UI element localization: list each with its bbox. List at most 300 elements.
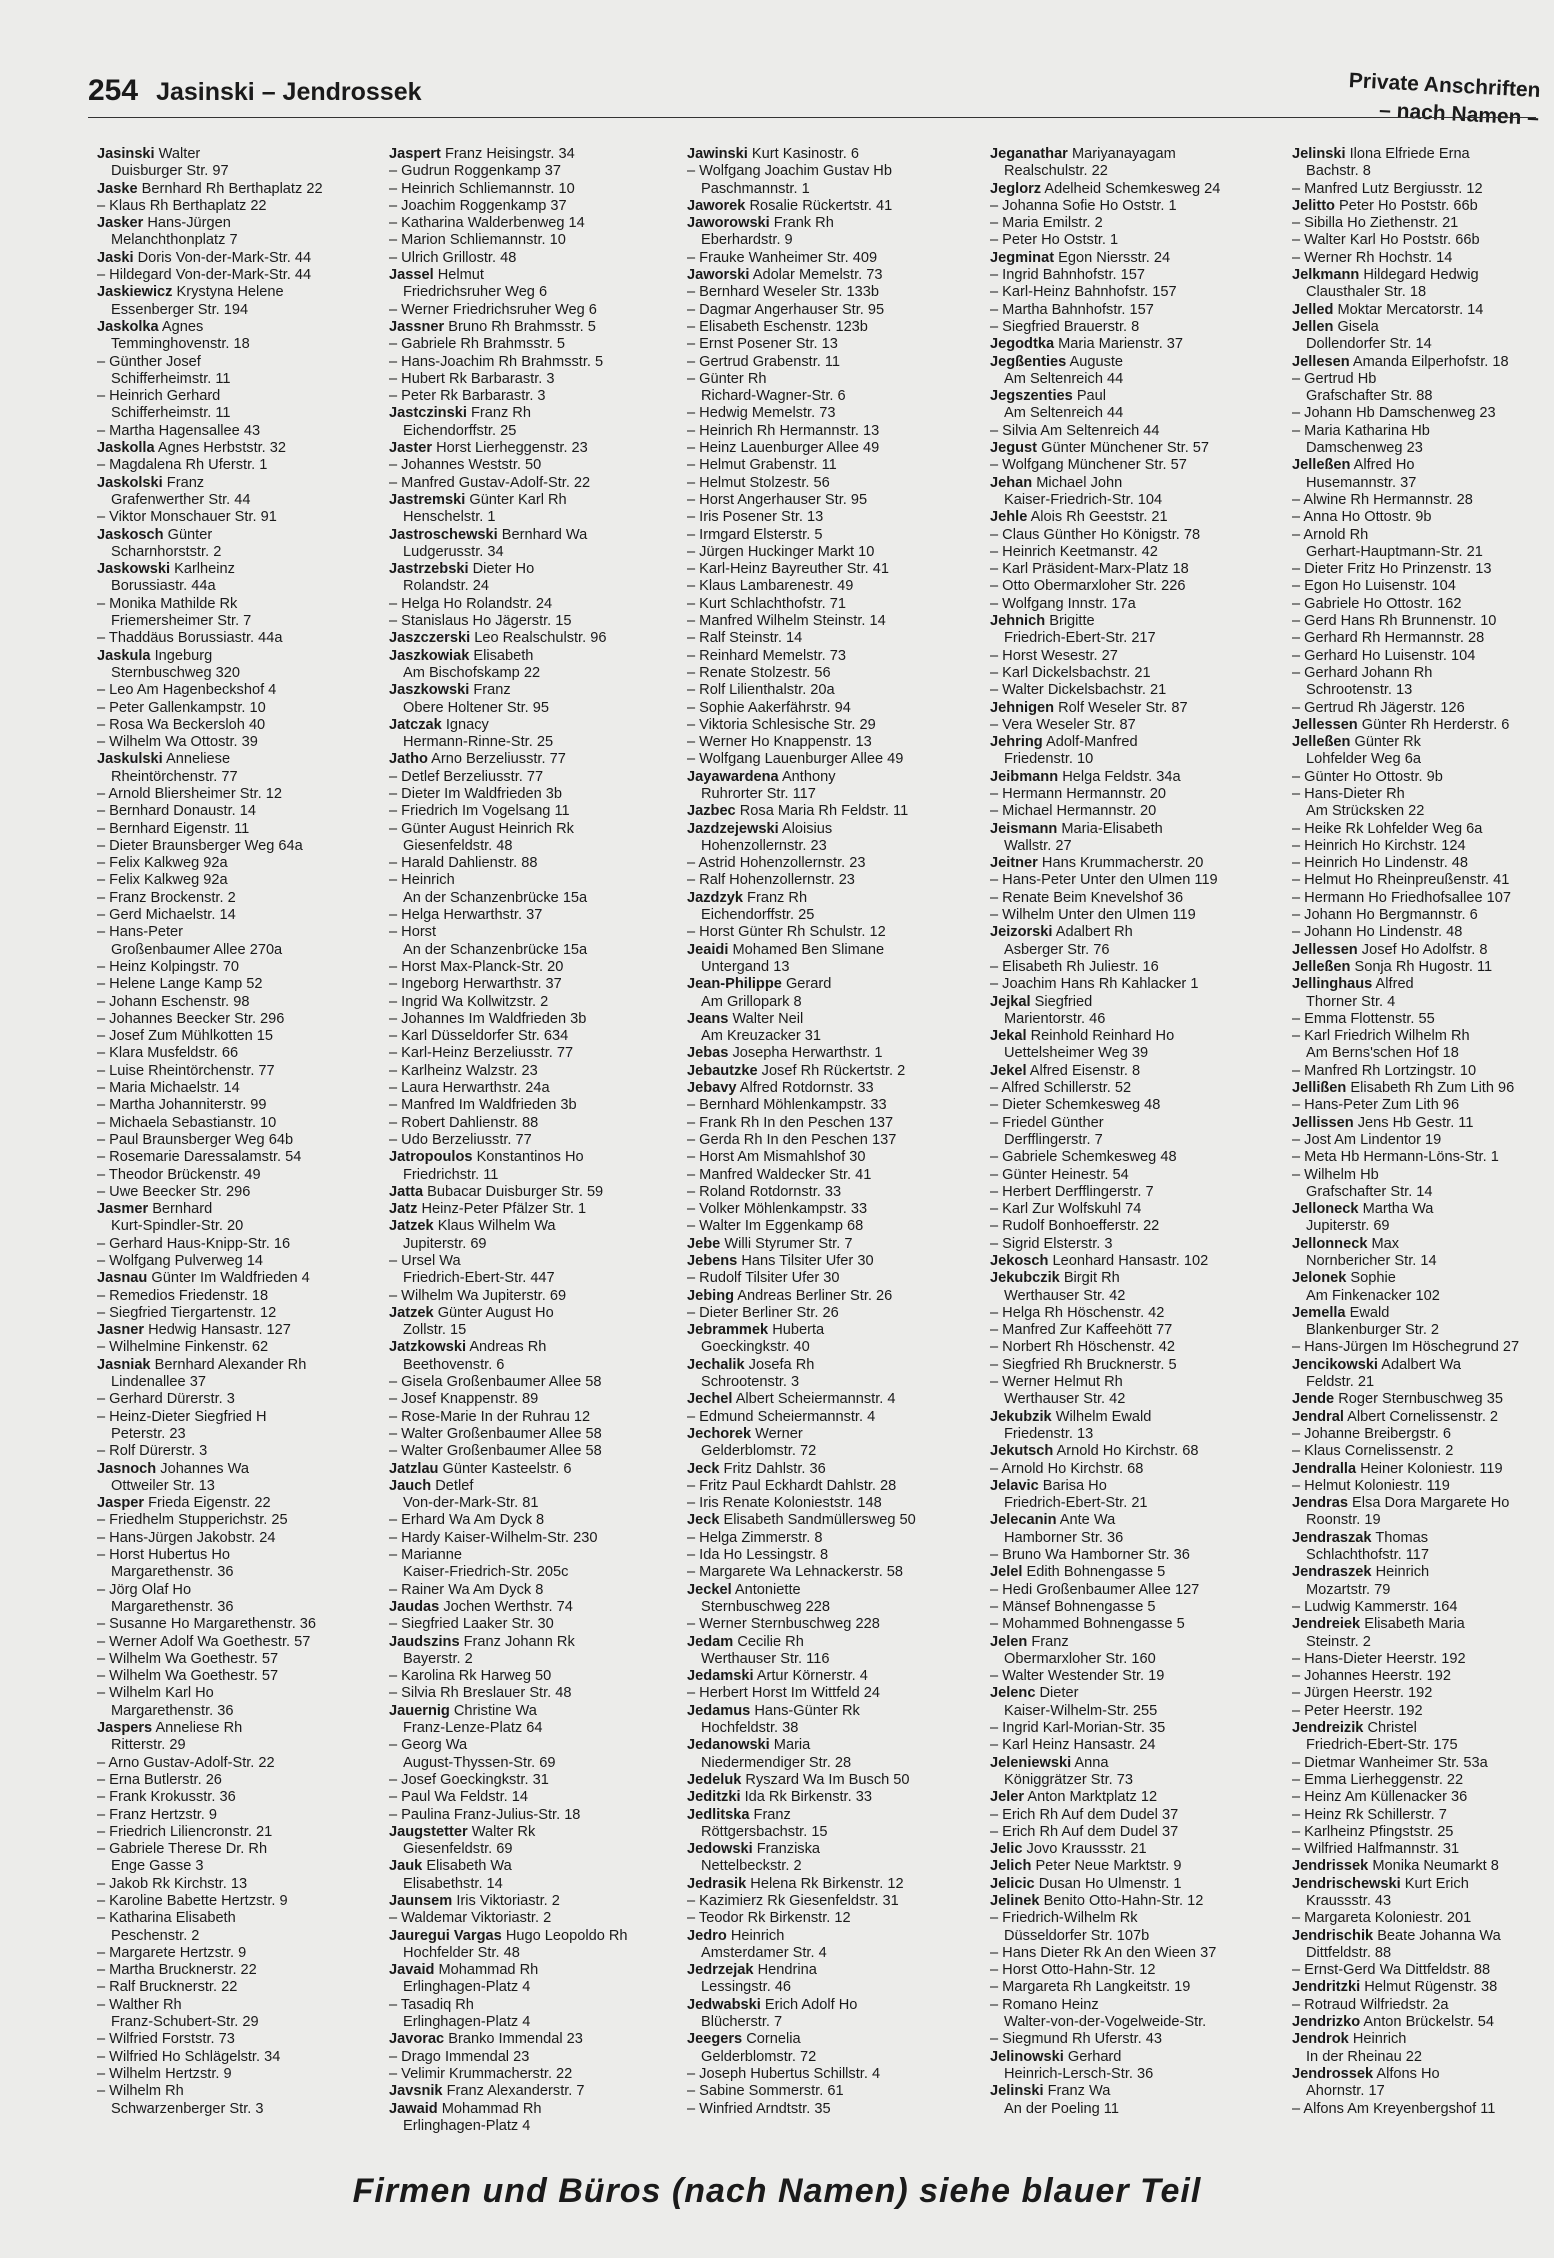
directory-entry [1292, 578, 1552, 595]
directory-entry [990, 717, 1272, 734]
directory-entry [1292, 1011, 1552, 1028]
entry-details: – Gerd Hans Rh Brunnenstr. 10 [1292, 613, 1497, 630]
entry-surname: Jendrizko [1292, 2014, 1361, 2031]
directory-entry [687, 509, 969, 526]
directory-entry [97, 388, 379, 423]
entry-surname: Jendraszak [1292, 1529, 1372, 1546]
entry-address: Erlinghagen-Platz 4 [403, 2117, 531, 2134]
entry-surname: Jendreizik [1292, 1720, 1364, 1737]
entry-details: Ingeburg [154, 647, 213, 664]
entry-details: – Karlheinz Pfingststr. 25 [1292, 1823, 1454, 1840]
entry-details: – Mohammed Bohnengasse 5 [990, 1616, 1185, 1633]
entry-address: Untergand 13 [701, 958, 790, 975]
entry-surname: Jendrok [1292, 2031, 1349, 2048]
entry-details: Elisabeth Rh Zum Lith 96 [1350, 1080, 1515, 1097]
entry-details: – Alwine Rh Hermannstr. 28 [1292, 491, 1473, 508]
entry-details: – Iris Renate Kolonieststr. 148 [687, 1495, 882, 1512]
entry-surname: Jassel [389, 267, 434, 284]
entry-address: Blücherstr. 7 [701, 2014, 783, 2031]
entry-details: Günter Münchener Str. 57 [1041, 440, 1210, 457]
entry-details: Elisabeth Sandmüllersweg 50 [723, 1512, 916, 1529]
directory-entry [97, 1876, 379, 1893]
entry-details: – Wilfried Forststr. 73 [97, 2031, 235, 2048]
entry-details: – Karl-Heinz Bayreuther Str. 41 [687, 561, 889, 578]
entry-details: – Karoline Babette Hertzstr. 9 [97, 1892, 288, 1909]
entry-details: – Hermann Hermannstr. 20 [990, 785, 1167, 802]
directory-entry [97, 1979, 379, 1996]
directory-entry [97, 1443, 379, 1460]
entry-details: – Ingeborg Herwarthstr. 37 [389, 976, 562, 993]
directory-entry [990, 682, 1272, 699]
directory-entry [990, 959, 1272, 976]
entry-details: – Dieter Berliner Str. 26 [687, 1304, 839, 1321]
entry-surname: Jelleßen [1292, 958, 1351, 975]
directory-entry [97, 890, 379, 907]
entry-surname: Jatta [389, 1183, 424, 1200]
directory-entry [1292, 734, 1552, 769]
entry-surname: Jechalik [687, 1356, 745, 1373]
entry-details: – Helmut Koloniestr. 119 [1292, 1477, 1450, 1494]
entry-details: Mohammad Rh [438, 1962, 539, 1979]
entry-details: – Helmut Stolzestr. 56 [687, 474, 830, 491]
directory-entry [990, 1218, 1272, 1235]
entry-address: Nornbericher Str. 14 [1306, 1253, 1437, 1269]
directory-entry [687, 803, 969, 820]
entry-details: – Erich Rh Auf dem Dudel 37 [990, 1806, 1179, 1823]
entry-details: – Joachim Hans Rh Kahlacker 1 [990, 976, 1199, 993]
directory-entry [990, 1668, 1272, 1685]
entry-details: – Heinz-Dieter Siegfried H [97, 1408, 267, 1425]
directory-entry [1292, 2101, 1552, 2118]
entry-details: – Mänsef Bohnengasse 5 [990, 1598, 1156, 1615]
entry-details: – Rudolf Bonhoefferstr. 22 [990, 1218, 1160, 1235]
entry-details: – Jakob Rk Kirchstr. 13 [97, 1875, 248, 1892]
directory-entry [1292, 1426, 1552, 1443]
directory-entry [1292, 2031, 1552, 2066]
entry-surname: Jaster [389, 440, 433, 457]
entry-details: – Gerhard Johann Rh [1292, 664, 1433, 681]
directory-entry [389, 1201, 671, 1218]
entry-details: – Arno Gustav-Adolf-Str. 22 [97, 1754, 275, 1771]
entry-details: Thomas [1375, 1529, 1429, 1546]
directory-entry [687, 1288, 969, 1305]
directory-entry [389, 388, 671, 405]
entry-address: Realschulstr. 22 [1004, 163, 1108, 180]
directory-entry [97, 1097, 379, 1114]
entry-details: – Magdalena Rh Uferstr. 1 [97, 457, 268, 474]
directory-entry [389, 648, 671, 683]
entry-details: – Hedi Großenbaumer Allee 127 [990, 1581, 1200, 1598]
entry-details: – Heinrich Schliemannstr. 10 [389, 180, 575, 197]
directory-entry [687, 284, 969, 301]
entry-details: Anneliese [165, 751, 231, 768]
directory-entry [687, 1495, 969, 1512]
entry-details: Max [1371, 1235, 1400, 1252]
directory-entry [1292, 1530, 1552, 1565]
entry-details: Krystyna Helene [176, 284, 284, 301]
entry-address: Grafschafter Str. 14 [1306, 1183, 1433, 1200]
directory-entry [1292, 1824, 1552, 1841]
entry-address: Borussiastr. 44a [111, 578, 216, 595]
entry-surname: Jeismann [990, 820, 1058, 837]
entry-details: – Gudrun Roggenkamp 37 [389, 163, 561, 180]
entry-address: Giesenfeldstr. 48 [403, 837, 513, 854]
entry-details: – Günter August Heinrich Rk [389, 820, 574, 837]
entry-surname: Jeck [687, 1512, 720, 1529]
entry-details: – Walter Großenbaumer Allee 58 [389, 1443, 602, 1460]
listing-column-1 [97, 146, 379, 2118]
directory-entry [389, 1339, 671, 1374]
entry-details: – Ingrid Wa Kollwitzstr. 2 [389, 993, 549, 1010]
directory-entry [1292, 1339, 1552, 1356]
entry-details: Franz [166, 474, 205, 491]
directory-entry [687, 717, 969, 734]
entry-surname: Jedro [687, 1927, 727, 1944]
directory-entry [389, 146, 671, 163]
entry-surname: Jatzek [389, 1218, 434, 1235]
directory-entry [1292, 2066, 1552, 2101]
entry-surname: Jelleßen [1292, 734, 1351, 751]
directory-entry [687, 544, 969, 561]
entry-details: Monika Neumarkt 8 [1372, 1858, 1499, 1875]
entry-address: Blankenburger Str. 2 [1306, 1322, 1440, 1339]
entry-address: Werthauser Str. 116 [701, 1650, 830, 1667]
entry-details: Günter Im Waldfrieden 4 [151, 1270, 310, 1287]
entry-surname: Jelic [990, 1841, 1023, 1858]
entry-details: Karlheinz [174, 561, 235, 578]
entry-details: – Jörg Olaf Ho [97, 1581, 192, 1598]
entry-details: – Manfred Waldecker Str. 41 [687, 1166, 872, 1183]
entry-details: – Felix Kalkweg 92a [97, 855, 228, 872]
entry-details: Hildegard Hedwig [1363, 267, 1479, 284]
entry-details: Elisabeth Wa [426, 1858, 512, 1875]
entry-surname: Jaszkowiak [389, 647, 470, 664]
entry-surname: Jehan [990, 474, 1033, 491]
entry-details: – Ida Ho Lessingstr. 8 [687, 1547, 829, 1564]
entry-details: Heinrich [1352, 2031, 1407, 2048]
directory-entry [389, 1426, 671, 1443]
directory-entry [990, 1028, 1272, 1063]
directory-entry [687, 821, 969, 856]
entry-details: Bernhard Rh Berthaplatz 22 [141, 180, 323, 197]
entry-details: – Horst Angerhauser Str. 95 [687, 491, 868, 508]
entry-surname: Jatzek [389, 1304, 434, 1321]
entry-details: – Friedrich-Wilhelm Rk [990, 1910, 1138, 1927]
entry-surname: Jedrzejak [687, 1962, 754, 1979]
entry-details: – Hildegard Von-der-Mark-Str. 44 [97, 267, 312, 284]
entry-details: – Bernhard Weseler Str. 133b [687, 284, 879, 301]
entry-details: Jochen Werthstr. 74 [443, 1598, 573, 1615]
entry-details: Martha Wa [1362, 1201, 1434, 1218]
directory-entry [990, 1807, 1272, 1824]
entry-details: Josef Rh Rückertstr. 2 [761, 1062, 906, 1079]
directory-entry [990, 198, 1272, 215]
directory-entry [389, 717, 671, 752]
entry-details: – Ulrich Grillostr. 48 [389, 249, 517, 266]
directory-entry [687, 423, 969, 440]
entry-details: – Remedios Friedenstr. 18 [97, 1287, 269, 1304]
directory-entry [389, 630, 671, 647]
entry-details: – Ingrid Bahnhofstr. 157 [990, 267, 1145, 284]
directory-entry [687, 457, 969, 474]
entry-details: – Johannes Im Waldfrieden 3b [389, 1010, 587, 1027]
directory-entry [990, 146, 1272, 181]
entry-surname: Jelinski [990, 2083, 1044, 2100]
entry-details: Siegfried [1034, 993, 1093, 1010]
directory-entry [389, 371, 671, 388]
entry-address: Giesenfeldstr. 69 [403, 1841, 513, 1858]
entry-details: – Siegfried Brauerstr. 8 [990, 318, 1140, 335]
entry-address: Margarethenstr. 36 [111, 1598, 234, 1615]
directory-entry [97, 1841, 379, 1876]
directory-entry [1292, 855, 1552, 872]
entry-surname: Jedam [687, 1633, 734, 1650]
entry-surname: Jasnoch [97, 1460, 157, 1477]
directory-entry [97, 509, 379, 526]
directory-entry [687, 976, 969, 1011]
directory-entry [97, 1807, 379, 1824]
entry-details: – Josef Knappenstr. 89 [389, 1391, 539, 1408]
entry-details: Aloisius [781, 820, 833, 837]
directory-entry [990, 1461, 1272, 1478]
directory-entry [97, 648, 379, 683]
entry-details: – Gertrud Rh Jägerstr. 126 [1292, 699, 1465, 716]
directory-entry [389, 1703, 671, 1738]
entry-details: – Susanne Ho Margarethenstr. 36 [97, 1616, 317, 1633]
directory-entry [687, 302, 969, 319]
directory-entry [990, 1097, 1272, 1114]
directory-entry [1292, 1979, 1552, 1996]
directory-entry [1292, 1357, 1552, 1392]
directory-entry [97, 838, 379, 855]
directory-entry [1292, 717, 1552, 734]
directory-entry [97, 2066, 379, 2083]
entry-address: Duisburger Str. 97 [111, 163, 229, 180]
directory-entry [687, 1218, 969, 1235]
directory-entry [1292, 1063, 1552, 1080]
entry-details: – Margareta Koloniestr. 201 [1292, 1910, 1472, 1927]
directory-entry [687, 1201, 969, 1218]
directory-entry [389, 2031, 671, 2048]
directory-entry [687, 1409, 969, 1426]
entry-details: Hugo Leopoldo Rh [505, 1927, 628, 1944]
directory-entry [97, 181, 379, 198]
directory-entry [990, 1876, 1272, 1893]
entry-details: Bruno Rh Brahmsstr. 5 [448, 318, 596, 335]
directory-entry [97, 1270, 379, 1287]
entry-details: – Heinz Am Küllenacker 36 [1292, 1789, 1468, 1806]
directory-entry [389, 336, 671, 353]
entry-surname: Jelinowski [990, 2048, 1064, 2065]
directory-entry [389, 302, 671, 319]
directory-entry [990, 423, 1272, 440]
entry-surname: Jende [1292, 1391, 1335, 1408]
directory-entry [1292, 354, 1552, 371]
entry-address: Scharnhorststr. 2 [111, 543, 222, 560]
entry-details: – Manfred Wilhelm Steinstr. 14 [687, 613, 886, 630]
directory-entry [1292, 1564, 1552, 1599]
directory-entry [687, 1322, 969, 1357]
directory-entry [687, 1668, 969, 1685]
directory-entry [990, 1858, 1272, 1875]
directory-entry [1292, 942, 1552, 959]
directory-entry [97, 2031, 379, 2048]
entry-details: – Siegfried Laaker Str. 30 [389, 1616, 554, 1633]
entry-details: Günter Kasteelstr. 6 [442, 1460, 572, 1477]
entry-address: Ahornstr. 17 [1306, 2083, 1385, 2100]
entry-details: – Michaela Sebastianstr. 10 [97, 1114, 277, 1131]
entry-details: – Gerhard Dürerstr. 3 [97, 1391, 235, 1408]
entry-details: Detlef [435, 1477, 474, 1494]
directory-entry [97, 630, 379, 647]
entry-address: Ottweiler Str. 13 [111, 1477, 215, 1494]
entry-surname: Jellissen [1292, 1114, 1354, 1131]
entry-surname: Jebens [687, 1253, 738, 1269]
directory-entry [990, 267, 1272, 284]
directory-entry [687, 1530, 969, 1547]
directory-entry [97, 250, 379, 267]
directory-entry [687, 492, 969, 509]
directory-entry [389, 1910, 671, 1927]
entry-details: Maria [773, 1737, 811, 1754]
directory-entry [687, 2031, 969, 2066]
directory-entry [1292, 1720, 1552, 1755]
directory-entry [990, 1945, 1272, 1962]
entry-details: – Günther Josef [97, 353, 201, 370]
entry-details: – Werner Adolf Wa Goethestr. 57 [97, 1633, 311, 1650]
directory-entry [1292, 371, 1552, 406]
entry-details: – Anna Ho Ottostr. 9b [1292, 509, 1432, 526]
entry-details: – Johannes Beecker Str. 296 [97, 1010, 285, 1027]
entry-details: – Siegfried Tiergartenstr. 12 [97, 1304, 277, 1321]
entry-details: Bernhard Wa [501, 526, 588, 543]
entry-address: Gerhart-Hauptmann-Str. 21 [1306, 543, 1483, 560]
entry-address: Kurt-Spindler-Str. 20 [111, 1218, 244, 1235]
directory-entry [687, 1478, 969, 1495]
directory-entry [990, 181, 1272, 198]
entry-details: – Wilhelm Karl Ho [97, 1685, 214, 1702]
entry-details: Maria-Elisabeth [1061, 820, 1163, 837]
directory-entry [97, 1824, 379, 1841]
directory-entry [389, 492, 671, 527]
entry-details: – Herbert Horst Im Wittfeld 24 [687, 1685, 881, 1702]
directory-entry [389, 1391, 671, 1408]
entry-details: – Laura Herwarthstr. 24a [389, 1080, 550, 1097]
directory-entry [389, 319, 671, 336]
entry-details: – Manfred Lutz Bergiusstr. 12 [1292, 180, 1483, 197]
directory-entry [990, 1720, 1272, 1737]
entry-details: – Hans Dieter Rk An den Wieen 37 [990, 1944, 1217, 1961]
entry-address: Marientorstr. 46 [1004, 1010, 1106, 1027]
entry-details: – Romano Heinz [990, 1996, 1099, 2013]
entry-details: Hendrina [757, 1962, 817, 1979]
directory-entry [97, 1461, 379, 1496]
entry-surname: Jasmer [97, 1201, 149, 1218]
entry-details: – Iris Posener Str. 13 [687, 509, 824, 526]
entry-details: Ante Wa [1059, 1512, 1116, 1529]
directory-entry [389, 1253, 671, 1288]
entry-surname: Jelich [990, 1858, 1032, 1875]
directory-entry [1292, 1132, 1552, 1149]
directory-entry [687, 1149, 969, 1166]
entry-details: – Wolfgang Lauenburger Allee 49 [687, 751, 904, 768]
directory-entry [97, 1720, 379, 1755]
entry-details: Ida Rk Birkenstr. 33 [744, 1789, 872, 1806]
entry-address: Paschmannstr. 1 [701, 180, 810, 197]
entry-details: – Manfred Im Waldfrieden 3b [389, 1097, 577, 1114]
entry-surname: Jebe [687, 1235, 721, 1252]
entry-surname: Jencikowski [1292, 1356, 1378, 1373]
entry-address: Niedermendiger Str. 28 [701, 1754, 852, 1771]
entry-address: Am Finkenacker 102 [1306, 1287, 1440, 1304]
entry-details: – Maria Emilstr. 2 [990, 215, 1103, 232]
entry-surname: Jeler [990, 1789, 1025, 1806]
directory-entry [990, 596, 1272, 613]
entry-details: – Marion Schliemannstr. 10 [389, 232, 566, 249]
entry-details: Christel [1367, 1720, 1417, 1737]
directory-entry [97, 1582, 379, 1617]
directory-entry [990, 872, 1272, 889]
entry-details: Alfred Rotdornstr. 33 [739, 1080, 874, 1097]
entry-details: – Kurt Schlachthofstr. 71 [687, 595, 846, 612]
directory-entry [990, 1184, 1272, 1201]
entry-details: Elisabeth Maria [1364, 1616, 1465, 1633]
entry-address: Franz-Lenze-Platz 64 [403, 1720, 543, 1737]
directory-entry [97, 284, 379, 319]
directory-entry [1292, 181, 1552, 198]
directory-entry [1292, 1409, 1552, 1426]
header-rule [88, 117, 1536, 118]
entry-surname: Jendrossek [1292, 2065, 1374, 2082]
directory-entry [97, 682, 379, 699]
entry-surname: Jedeluk [687, 1771, 742, 1788]
directory-entry [1292, 215, 1552, 232]
entry-address: Bachstr. 8 [1306, 163, 1371, 180]
entry-address: Erlinghagen-Platz 4 [403, 2014, 531, 2031]
entry-details: – Frank Krokusstr. 36 [97, 1789, 236, 1806]
entry-address: Jupiterstr. 69 [1306, 1218, 1390, 1235]
entry-details: Anton Brückelstr. 54 [1363, 2014, 1494, 2031]
entry-address: Friedrich-Ebert-Str. 21 [1004, 1495, 1148, 1512]
directory-entry [1292, 1962, 1552, 1979]
directory-entry [1292, 924, 1552, 941]
entry-details: – Monika Mathilde Rk [97, 595, 238, 612]
entry-details: Franz Rh [747, 889, 808, 906]
directory-entry [687, 1045, 969, 1062]
directory-entry [389, 2066, 671, 2083]
entry-details: Agnes Herbststr. 32 [157, 440, 287, 457]
entry-details: Ryszard Wa Im Busch 50 [745, 1771, 910, 1788]
entry-surname: Jellessen [1292, 716, 1358, 733]
entry-details: – Karl Zur Wolfskuhl 74 [990, 1201, 1142, 1218]
directory-entry [1292, 1305, 1552, 1340]
entry-details: – Peter Gallenkampstr. 10 [97, 699, 266, 716]
entry-surname: Jastczinski [389, 405, 467, 422]
entry-details: Maria Marienstr. 37 [1058, 336, 1184, 353]
directory-entry [97, 1184, 379, 1201]
entry-details: – Friedel Günther [990, 1114, 1104, 1131]
entry-surname: Jendrischik [1292, 1927, 1374, 1944]
directory-entry [990, 1253, 1272, 1270]
entry-details: Auguste [1069, 353, 1124, 370]
directory-entry [990, 976, 1272, 993]
directory-entry [687, 1357, 969, 1392]
directory-entry [97, 1028, 379, 1045]
directory-entry [1292, 2014, 1552, 2031]
directory-entry [990, 648, 1272, 665]
directory-entry [97, 717, 379, 734]
directory-entry [1292, 648, 1552, 665]
